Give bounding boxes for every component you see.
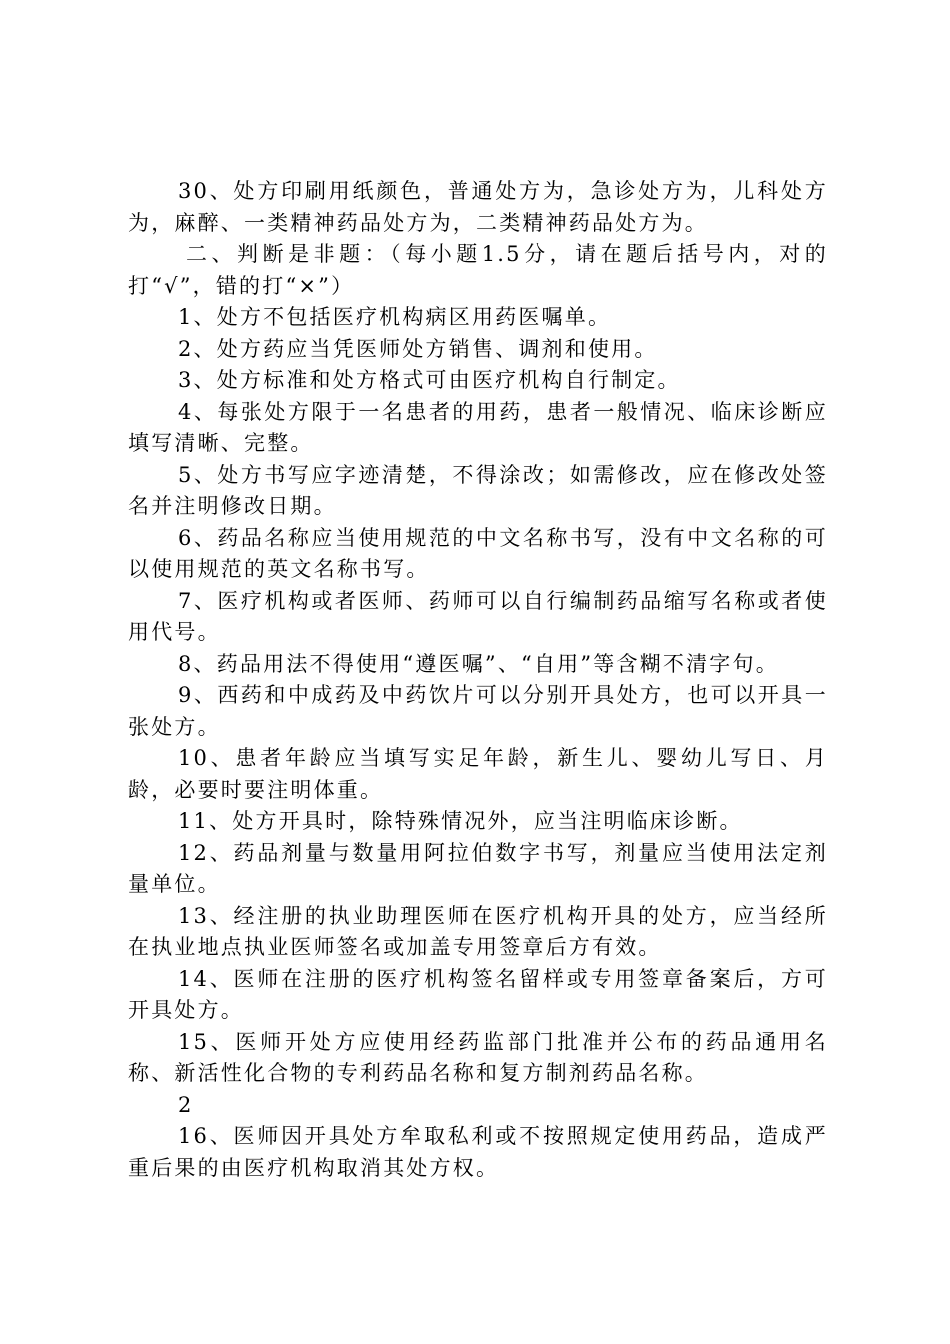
judgment-item-7: 7、医疗机构或者医师、药师可以自行编制药品缩写名称或者使用代号。 (128, 588, 828, 644)
judgment-item-2: 2、处方药应当凭医师处方销售、调剂和使用。 (178, 336, 658, 361)
question-30: 30、处方印刷用纸颜色，普通处方为，急诊处方为，儿科处方为，麻醉、一类精神药品处方为，二类精神药品处方为。 (128, 179, 828, 235)
judgment-item-5: 5、处方书写应字迹清楚，不得涂改；如需修改，应在修改处签名并注明修改日期。 (128, 462, 828, 518)
judgment-item-13: 13、经注册的执业助理医师在医疗机构开具的处方，应当经所在执业地点执业医师签名或加盖专用签章后方有效。 (128, 903, 828, 959)
section-title-true-false: 二、判断是非题：（每小题1.5分，请在题后括号内，对的打“√”，错的打“×”） (128, 242, 828, 298)
judgment-item-10: 10、患者年龄应当填写实足年龄，新生儿、婴幼儿写日、月龄，必要时要注明体重。 (128, 746, 828, 802)
judgment-item-8: 8、药品用法不得使用“遵医嘱”、“自用”等含糊不清字句。 (178, 651, 779, 676)
judgment-item-11: 11、处方开具时，除特殊情况外，应当注明临床诊断。 (178, 809, 743, 833)
judgment-item-14: 14、医师在注册的医疗机构签名留样或专用签章备案后，方可开具处方。 (128, 966, 828, 1022)
judgment-item-16: 16、医师因开具处方牟取私利或不按照规定使用药品，造成严重后果的由医疗机构取消其处方权。 (128, 1124, 828, 1180)
judgment-item-12: 12、药品剂量与数量用阿拉伯数字书写，剂量应当使用法定剂量单位。 (128, 840, 828, 896)
judgment-item-4: 4、每张处方限于一名患者的用药，患者一般情况、临床诊断应填写清晰、完整。 (128, 399, 828, 455)
judgment-item-3: 3、处方标准和处方格式可由医疗机构自行制定。 (178, 368, 681, 392)
document-body (128, 176, 828, 1184)
page-number: 2 (178, 1092, 194, 1117)
judgment-item-15: 15、医师开处方应使用经药监部门批准并公布的药品通用名称、新活性化合物的专利药品名称和复方制剂药品名称。 (128, 1029, 828, 1085)
judgment-item-1: 1、处方不包括医疗机构病区用药医嘱单。 (178, 305, 612, 329)
judgment-item-6: 6、药品名称应当使用规范的中文名称书写，没有中文名称的可以使用规范的英文名称书写。 (128, 525, 828, 581)
judgment-item-9: 9、西药和中成药及中药饮片可以分别开具处方，也可以开具一张处方。 (128, 683, 828, 739)
